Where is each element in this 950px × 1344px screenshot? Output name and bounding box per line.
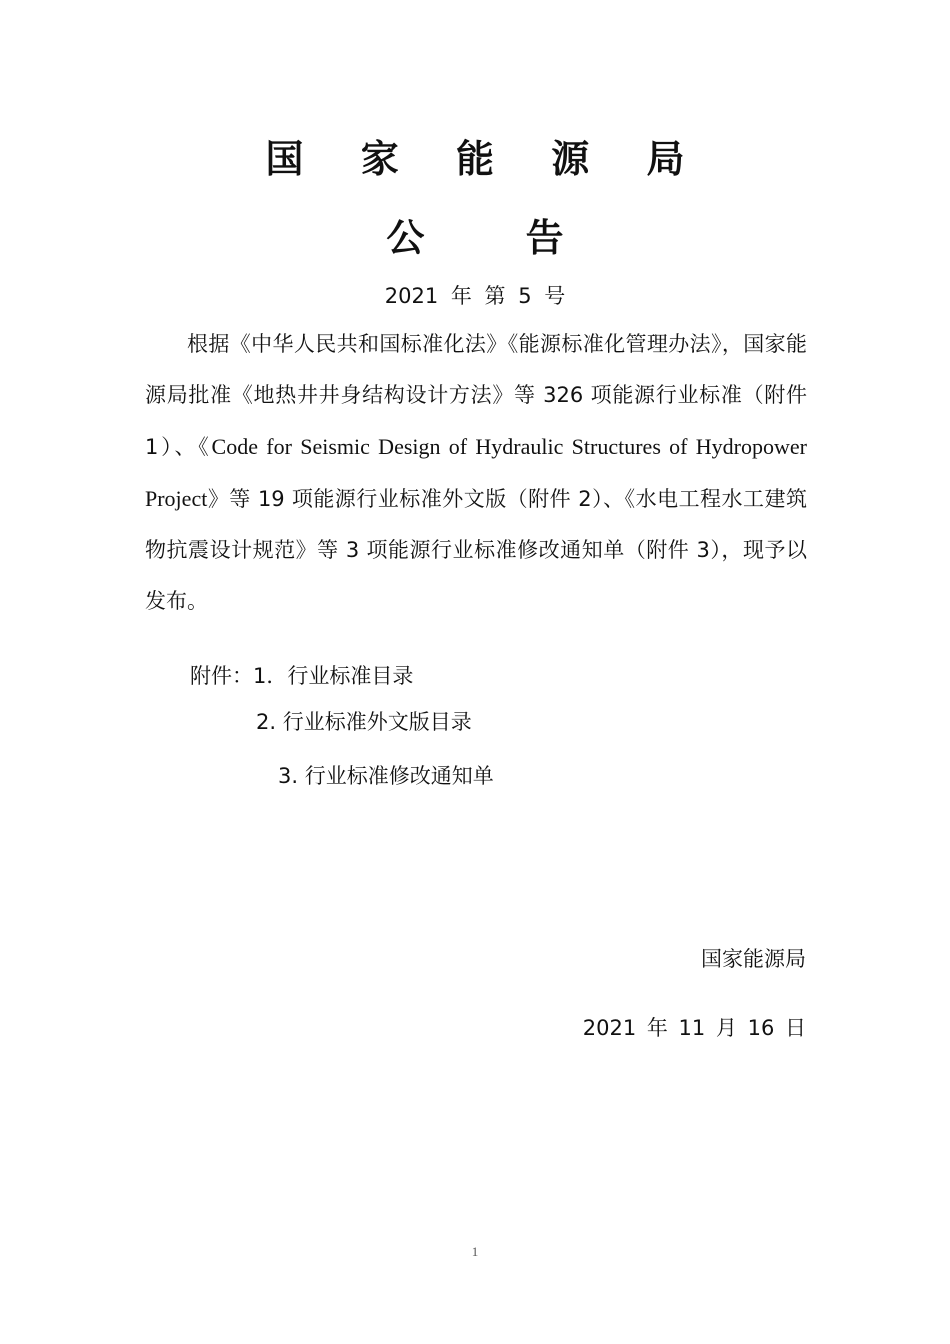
issue-date: 2021 年 11 月 16 日 bbox=[582, 1016, 806, 1040]
announcement-paragraph bbox=[145, 319, 807, 627]
attachment-item-2: 2. 行业标准外文版目录 bbox=[256, 710, 472, 734]
page-number: 1 bbox=[471, 1244, 479, 1259]
document-type-title: 公 告 bbox=[386, 216, 608, 260]
signer-organization: 国家能源局 bbox=[701, 947, 806, 971]
paragraph-segment-english-title: Code for Seismic Design of Hydraulic Structures of Hydropower Project bbox=[145, 434, 807, 511]
attachment-item-1: 附件：1．行业标准目录 bbox=[190, 664, 414, 688]
attachment-item-3: 3. 行业标准修改通知单 bbox=[278, 764, 494, 788]
issue-number: 2021 年 第 5 号 bbox=[384, 284, 566, 308]
paragraph-segment-2: 》等 19 项能源行业标准外文版（附件 2）、《水电工程水工建筑物抗震设计规范》等 3 项能源行业标准修改通知单（附件 3），现予以发布。 bbox=[145, 487, 807, 613]
paragraph-segment-1: 根据《中华人民共和国标准化法》《能源标准化管理办法》，国家能源局批准《地热井井身结构设计方法》等 326 项能源行业标准（附件 1）、《 bbox=[145, 332, 807, 459]
issuing-organization-title: 国 家 能 源 局 bbox=[265, 137, 707, 181]
